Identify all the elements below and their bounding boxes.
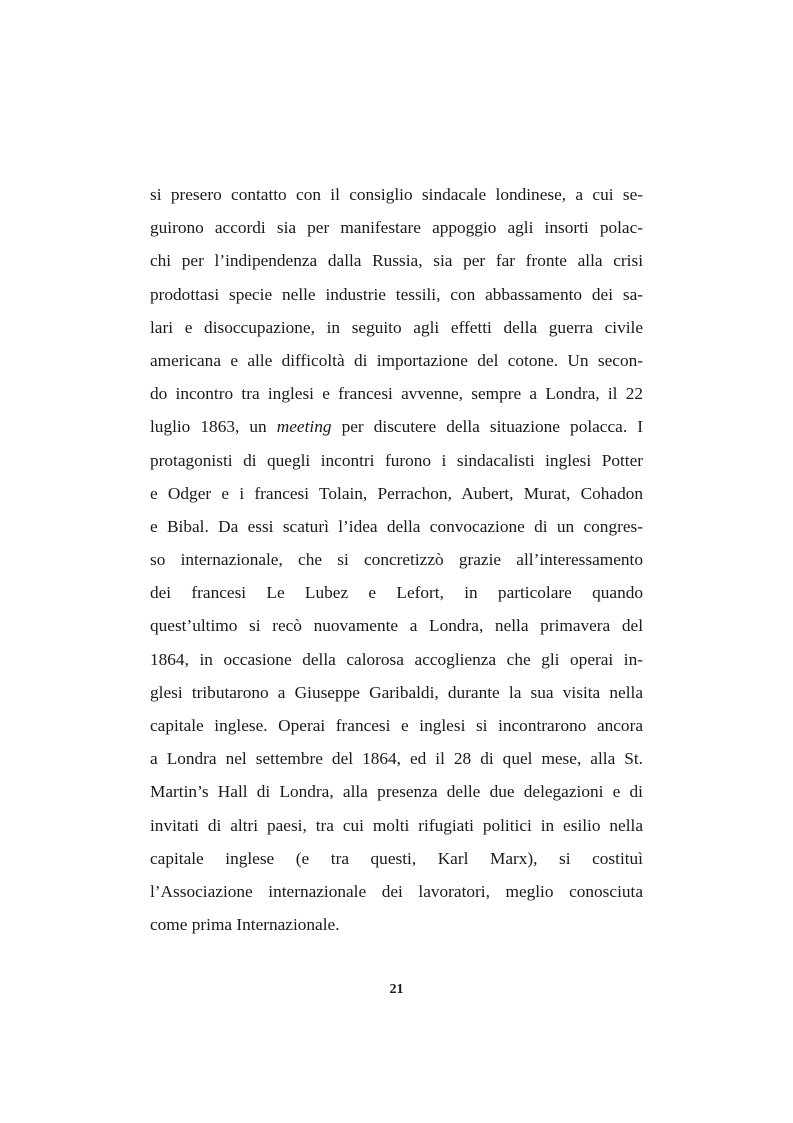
text-line: lari e disoccupazione, in seguito agli effetti della guerra civile bbox=[150, 317, 643, 337]
text-line: si presero contatto con il consiglio sindacale londinese, a cui se- bbox=[150, 185, 643, 204]
text-line: prodottasi specie nelle industrie tessili, con abbassamento dei sa- bbox=[150, 284, 643, 304]
page-number: 21 bbox=[389, 982, 404, 997]
text-line: capitale inglese (e tra questi, Karl Marx), si costituì bbox=[150, 848, 643, 868]
text-line bbox=[150, 410, 643, 443]
text-line: glesi tributarono a Giuseppe Garibaldi, durante la sua visita nella bbox=[150, 682, 643, 702]
text-line: l’Associazione internazionale dei lavoratori, meglio conosciuta bbox=[150, 881, 643, 901]
text-line: e Bibal. Da essi scaturì l’idea della convocazione di un congres- bbox=[150, 516, 643, 536]
text-line: 1864, in occasione della calorosa accoglienza che gli operai in- bbox=[150, 649, 643, 669]
text-line: capitale inglese. Operai francesi e inglesi si incontrarono ancora bbox=[150, 716, 643, 735]
text-line: invitati di altri paesi, tra cui molti rifugiati politici in esilio nella bbox=[150, 815, 643, 835]
body-paragraph bbox=[150, 178, 643, 941]
text-line: americana e alle difficoltà di importazione del cotone. Un secon- bbox=[150, 350, 643, 370]
italic-word: meeting bbox=[276, 417, 332, 437]
text-line: come prima Internazionale. bbox=[150, 915, 340, 935]
text-line: Martin’s Hall di Londra, alla presenza delle due delegazioni e di bbox=[150, 782, 643, 802]
text-line: guirono accordi sia per manifestare appoggio agli insorti polac- bbox=[150, 218, 643, 238]
text-line: so internazionale, che si concretizzò grazie all’interessamento bbox=[150, 550, 643, 570]
text-line: e Odger e i francesi Tolain, Perrachon, Aubert, Murat, Cohadon bbox=[150, 483, 643, 503]
text-line: a Londra nel settembre del 1864, ed il 28 di quel mese, alla St. bbox=[150, 749, 643, 769]
text-line: chi per l’indipendenza dalla Russia, sia per far fronte alla crisi bbox=[150, 251, 643, 271]
text-segment: per discutere della situazione polacca. I bbox=[331, 417, 643, 437]
text-line: protagonisti di quegli incontri furono i sindacalisti inglesi Potter bbox=[150, 450, 643, 470]
text-line: dei francesi Le Lubez e Lefort, in particolare quando bbox=[150, 583, 643, 603]
text-segment: luglio 1863, un bbox=[150, 417, 277, 437]
text-line: quest’ultimo si recò nuovamente a Londra, nella primavera del bbox=[150, 616, 643, 636]
text-line: do incontro tra inglesi e francesi avvenne, sempre a Londra, il 22 bbox=[150, 384, 643, 404]
